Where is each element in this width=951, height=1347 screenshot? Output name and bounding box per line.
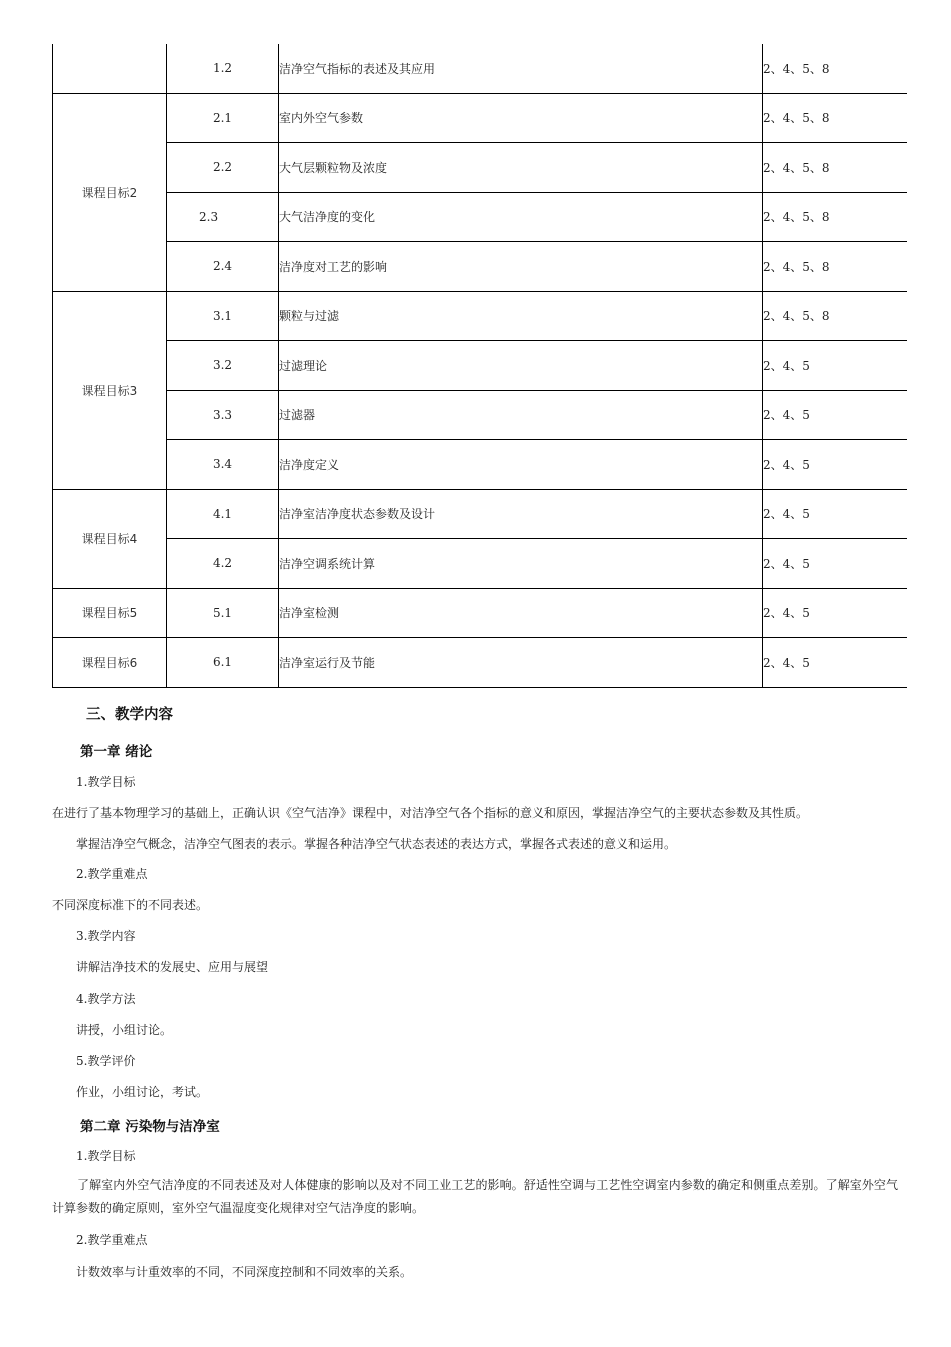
topic-cell: 过滤器 (279, 390, 763, 440)
chapter-1-method-text: 讲授，小组讨论。 (76, 1023, 173, 1037)
refs-cell: 2、4、5 (763, 489, 907, 539)
course-objective-table (52, 44, 907, 688)
chapter-2-title: 第二章 污染物与洁净室 (80, 1119, 220, 1135)
section-number: 5.1 (167, 588, 279, 638)
section-heading: 三、教学内容 (86, 707, 173, 723)
goal-text-part-a: 在进行了基本物理学习的基础上，正确认识《空气洁净》课程中， (52, 806, 401, 820)
goal-cell: 课程目标3 (53, 291, 167, 489)
topic-cell: 洁净室检测 (279, 588, 763, 638)
refs-cell: 2、4、5 (763, 440, 907, 490)
table-row (53, 93, 907, 143)
topic-cell: 过滤理论 (279, 341, 763, 391)
topic-cell: 室内外空气参数 (279, 93, 763, 143)
refs-cell: 2、4、5、8 (763, 93, 907, 143)
goal-cell: 课程目标4 (53, 489, 167, 588)
chapter-1-method-label: 4.教学方法 (76, 992, 136, 1006)
goal-cell: 课程目标5 (53, 588, 167, 638)
table-row (53, 638, 907, 688)
topic-cell: 洁净室运行及节能 (279, 638, 763, 688)
chapter-1-content-text: 讲解洁净技术的发展史、应用与展望 (76, 960, 269, 974)
table-row (53, 291, 907, 341)
refs-cell: 2、4、5 (763, 539, 907, 589)
goal-cell (53, 44, 167, 93)
section-number: 4.2 (167, 539, 279, 589)
topic-cell: 洁净空气指标的表述及其应用 (279, 44, 763, 93)
table-row (53, 539, 907, 589)
chapter-2-key-label: 2.教学重难点 (76, 1233, 148, 1247)
section-number: 2.3 (167, 192, 279, 242)
section-number: 4.1 (167, 489, 279, 539)
chapter-1-goal-text-2: 掌握洁净空气概念，洁净空气图表的表示。掌握各种洁净空气状态表述的表达方式，掌握各式表述的意义和运用。 (76, 837, 677, 851)
chapter-2-key-text: 计数效率与计重效率的不同，不同深度控制和不同效率的关系。 (76, 1265, 413, 1279)
chapter-2-goal-label: 1.教学目标 (76, 1149, 136, 1163)
chapter-1-key-text: 不同深度标准下的不同表述。 (52, 898, 209, 912)
refs-cell: 2、4、5、8 (763, 44, 907, 93)
table-row (53, 341, 907, 391)
section-number: 3.3 (167, 390, 279, 440)
refs-cell: 2、4、5、8 (763, 291, 907, 341)
chapter-1-key-label: 2.教学重难点 (76, 867, 148, 881)
section-number: 1.2 (167, 44, 279, 93)
chapter-2-goal-text: 了解室内外空气洁净度的不同表述及对人体健康的影响以及对不同工业工艺的影响。舒适性空调与工艺性空调室内参数的确定和侧重点差别。了解室外空气计算参数的确定原则，室外空气温湿度变化规律对空气洁净度的影响。 (52, 1178, 898, 1215)
refs-cell: 2、4、5、8 (763, 143, 907, 193)
goal-text-part-b: 对洁净空气各个指标的意义和原因，掌握洁净空气的主要状态参数及其性质。 (400, 806, 809, 820)
table-row (53, 242, 907, 292)
section-number: 3.4 (167, 440, 279, 490)
table-row (53, 44, 907, 93)
chapter-1-content-label: 3.教学内容 (76, 929, 136, 943)
table-row (53, 588, 907, 638)
table-row (53, 192, 907, 242)
goal-cell: 课程目标2 (53, 93, 167, 291)
chapter-1-goal-label: 1.教学目标 (76, 775, 136, 789)
refs-cell: 2、4、5 (763, 638, 907, 688)
refs-cell: 2、4、5、8 (763, 242, 907, 292)
refs-cell: 2、4、5 (763, 390, 907, 440)
chapter-1-eval-text: 作业，小组讨论，考试。 (76, 1085, 209, 1099)
topic-cell: 颗粒与过滤 (279, 291, 763, 341)
section-number: 2.1 (167, 93, 279, 143)
table-row (53, 143, 907, 193)
table-row (53, 390, 907, 440)
section-number: 2.4 (167, 242, 279, 292)
refs-cell: 2、4、5 (763, 341, 907, 391)
table-row (53, 440, 907, 490)
topic-cell: 洁净度对工艺的影响 (279, 242, 763, 292)
table-row (53, 489, 907, 539)
chapter-1-goal-text (52, 804, 808, 821)
topic-cell: 洁净空调系统计算 (279, 539, 763, 589)
goal-cell: 课程目标6 (53, 638, 167, 688)
section-number: 2.2 (167, 143, 279, 193)
refs-cell: 2、4、5 (763, 588, 907, 638)
topic-cell: 大气洁净度的变化 (279, 192, 763, 242)
chapter-1-title: 第一章 绪论 (80, 744, 153, 760)
topic-cell: 洁净度定义 (279, 440, 763, 490)
refs-cell: 2、4、5、8 (763, 192, 907, 242)
topic-cell: 洁净室洁净度状态参数及设计 (279, 489, 763, 539)
section-number: 3.1 (167, 291, 279, 341)
section-number: 3.2 (167, 341, 279, 391)
chapter-1-eval-label: 5.教学评价 (76, 1054, 136, 1068)
section-number: 6.1 (167, 638, 279, 688)
topic-cell: 大气层颗粒物及浓度 (279, 143, 763, 193)
